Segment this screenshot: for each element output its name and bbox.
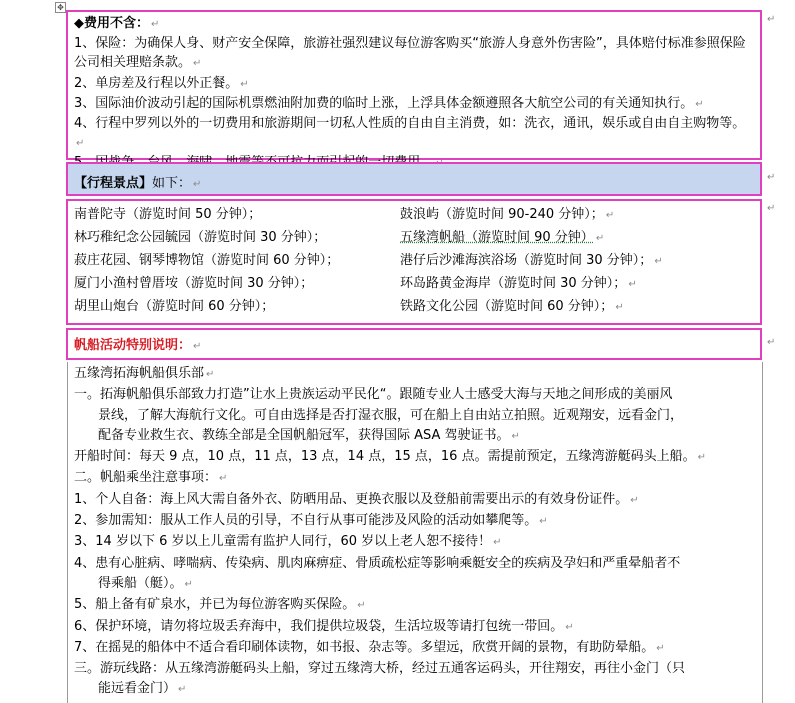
fees-item: 3、国际油价波动引起的国际机票燃油附加费的临时上涨，上浮具体金额遵照各大航空公司的有关通知执行。 ↵ [74,95,704,111]
sailing-line: 开船时间：每天 9 点，10 点，11 点，13 点，14 点，15 点，16 点。需提前预定，五缘湾游艇码头上船。 ↵ [74,449,706,465]
sailing-details [68,362,764,701]
sailing-line: 得乘船（艇）。 ↵ [98,575,193,591]
scenic-spot: 南普陀寺（游览时间 50 分钟）； [74,207,262,222]
fees-cell [66,10,762,160]
sailing-line: 1、个人自备：海上风大需自备外衣、防晒用品、更换衣服以及登船前需要出示的有效身份证件。 ↵ [74,491,639,507]
scenic-list-cell [66,199,762,325]
sailing-line: 能远看金门） ↵ [98,681,187,697]
sailing-line: 五缘湾拓海帆船俱乐部 ↵ [74,366,215,381]
scenic-spot: 厦门小渔村曾厝垵（游览时间 30 分钟）； [74,276,314,292]
scenic-heading: 【行程景点】如下： ↵ [74,176,202,191]
sailing-line: 5、船上备有矿泉水，并已为每位游客购买保险。 ↵ [74,597,366,613]
scenic-spot: 五缘湾帆船（游览时间 90 分钟） ↵ [400,230,605,246]
sailing-line: 6、保护环境，请勿将垃圾丢弃海中，我们提供垃圾袋，生活垃圾等请打包统一带回。 ↵ [74,618,574,634]
row-end-mark: ↵ [767,203,776,214]
scenic-spot: 港仔后沙滩海滨浴场（游览时间 30 分钟）； ↵ [400,253,663,269]
scenic-spot: 鼓浪屿（游览时间 90-240 分钟）； ↵ [400,207,615,222]
scenic-spot: 环岛路黄金海岸（游览时间 30 分钟）； ↵ [400,276,637,292]
fees-heading: ◆费用不含： ↵ [74,16,160,31]
table-move-handle-icon[interactable]: ✥ [55,2,66,13]
row-end-mark: ↵ [767,337,776,348]
fees-item: 2、单房差及行程以外正餐。 ↵ [74,75,249,91]
sailing-heading: 帆船活动特别说明： ↵ [74,338,202,353]
sailing-line: 4、患有心脏病、哮喘病、传染病、肌肉麻痹症、骨质疏松症等影响乘艇安全的疾病及孕妇和严重晕船者不 [74,555,681,571]
scenic-spot: 铁路文化公园（游览时间 60 分钟）； ↵ [400,299,624,315]
sailing-line: 7、在摇晃的船体中不适合看印刷体读物，如书报、杂志等。多望远，欣赏开阔的景物，有助防晕船。 ↵ [74,639,665,655]
scenic-title-cell [66,162,762,196]
row-end-mark: ↵ [767,14,776,25]
row-end-mark: ↵ [767,172,776,183]
sailing-line: 一。拓海帆船俱乐部致力打造”让水上贵族运动平民化“。跟随专业人士感受大海与天地之间形成的美丽风 [74,387,673,403]
scenic-spot: 胡里山炮台（游览时间 60 分钟）； [74,299,275,315]
sailing-line: 3、14 岁以下 6 岁以上儿童需有监护人同行，60 岁以上老人恕不接待！ ↵ [74,534,502,550]
fees-item: 4、行程中罗列以外的一切费用和旅游期间一切私人性质的自由自主消费，如：洗衣，通讯，娱乐或自由自主购物等。↵ [74,116,746,150]
sailing-title-cell [66,328,762,360]
sailing-line: 景线，了解大海航行文化。可自由选择是否打湿衣服，可在船上自由站立拍照。近观翔安，远看金门， [98,407,684,423]
sailing-line: 配备专业救生衣、教练全部是全国帆船冠军，获得国际 ASA 驾驶证书。 ↵ [98,427,520,443]
sailing-line: 二。帆船乘坐注意事项： ↵ [74,470,228,486]
bullet-icon: ◆ [74,16,84,31]
scenic-spot: 菽庄花园、钢琴博物馆（游览时间 60 分钟）； [74,253,340,269]
sailing-line: 三。游玩线路：从五缘湾游艇码头上船，穿过五缘湾大桥，经过五通客运码头，开往翔安，再往小金门（只 [74,661,686,677]
scenic-spot: 林巧稚纪念公园毓园（游览时间 30 分钟）； [74,230,327,246]
sailing-line: 2、参加需知：服从工作人员的引导，不自行从事可能涉及风险的活动如攀爬等。 ↵ [74,513,548,529]
fees-item: 1、保险：为确保人身、财产安全保障，旅游社强烈建议每位游客购买“旅游人身意外伤害险”，具体赔付标准参照保险公司相关理赔条款。 ↵ [74,36,746,71]
scenic-grid [74,205,752,318]
